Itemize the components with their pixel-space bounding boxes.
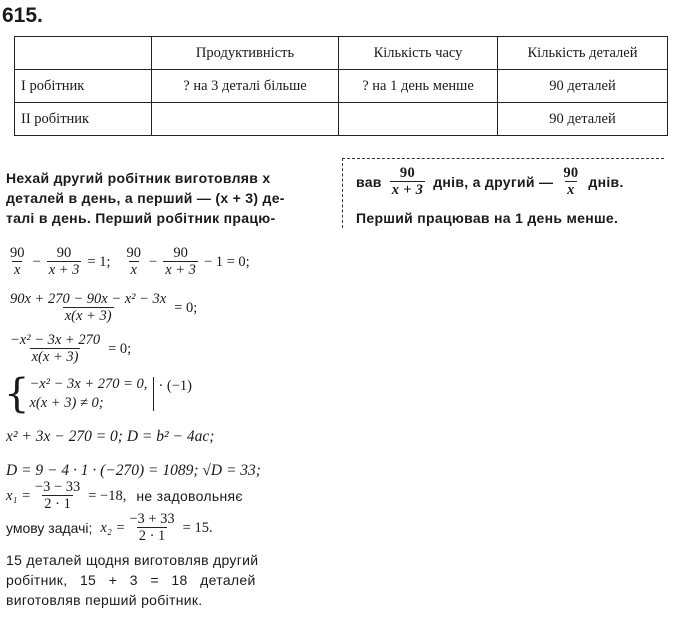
table-cell: 90 деталей xyxy=(498,103,668,136)
answer-line: виготовляв перший робітник. xyxy=(6,592,203,608)
right-text-part: днів. xyxy=(588,174,624,190)
answer-line: робітник, 15 + 3 = 18 деталей xyxy=(6,572,256,588)
fraction xyxy=(47,246,82,278)
equation-part: = 1; xyxy=(87,253,111,270)
fraction-denominator: 2 · 1 xyxy=(44,496,71,512)
fraction-numerator: 90 xyxy=(10,245,25,261)
equation-line: $\frac{90}{x}$ − $\frac{90}{x + 3}$ = 1; $\frac{90}{x}$ − $\frac{90}{x + 3}$ − 1 = 0; xyxy=(10,245,250,278)
fraction xyxy=(8,333,102,365)
system-line: x(x + 3) ≠ 0; xyxy=(29,395,104,411)
fraction-denominator: x(x + 3) xyxy=(64,308,112,324)
equation-part: = −18, xyxy=(88,487,127,504)
right-text-line xyxy=(356,166,624,198)
table-cell xyxy=(152,103,339,136)
column-divider xyxy=(342,158,343,228)
table-cell: ? на 3 деталі більше xyxy=(152,70,339,103)
table-cell: 90 деталей xyxy=(498,70,668,103)
table-header-cell: Продуктивність xyxy=(152,37,339,70)
fraction-numerator: 90 xyxy=(563,165,579,181)
equation-part: x₂ = xyxy=(100,519,126,536)
fraction-denominator: x + 3 xyxy=(165,262,196,278)
table-header-cell: Кількість часу xyxy=(339,37,498,70)
table-cell xyxy=(339,103,498,136)
fraction-denominator: x + 3 xyxy=(48,262,80,278)
fraction-numerator: 90 xyxy=(399,165,416,181)
fraction-numerator: 90 xyxy=(173,245,188,261)
equation-part: − 1 = 0; xyxy=(203,253,250,270)
equation-line xyxy=(6,480,243,512)
intro-line: деталей в день, а перший — (x + 3) де- xyxy=(6,190,285,206)
data-table xyxy=(14,36,668,136)
right-text-line: Перший працював на 1 день менше. xyxy=(356,210,619,226)
table-header-cell: Кількість деталей xyxy=(498,37,668,70)
intro-line: Нехай другий робітник виготовляв x xyxy=(6,170,271,186)
fraction xyxy=(561,166,580,198)
right-text-part: вав xyxy=(356,174,382,190)
equation-part: x₁ = xyxy=(6,487,31,504)
problem-number: 615. xyxy=(2,4,43,27)
table-header-cell xyxy=(15,37,152,70)
fraction xyxy=(127,512,176,544)
equation-system xyxy=(4,371,192,417)
right-text-part: днів, а другий — xyxy=(433,174,554,190)
fraction xyxy=(163,246,198,278)
fraction xyxy=(33,480,82,512)
fraction-denominator: x(x + 3) xyxy=(31,349,79,365)
fraction-numerator: 90 xyxy=(126,245,142,261)
system-line: −x² − 3x + 270 = 0, xyxy=(29,376,148,392)
fraction-numerator: −3 − 33 xyxy=(34,479,81,495)
fraction-numerator: −3 + 33 xyxy=(129,511,175,527)
table-cell: I робітник xyxy=(15,70,152,103)
equation-line xyxy=(6,512,213,544)
equation-part: = 0; xyxy=(108,340,132,357)
brace-symbol: { xyxy=(4,371,30,417)
equation-part: = 0; xyxy=(174,299,198,316)
equation-line: x² + 3x − 270 = 0; D = b² − 4ac; xyxy=(6,428,215,445)
equation-part: = 15. xyxy=(182,519,213,536)
fraction-numerator: 90 xyxy=(56,245,72,261)
column-divider-top xyxy=(342,158,664,159)
fraction-denominator: x + 3 xyxy=(391,182,424,198)
fraction-denominator: 2 · 1 xyxy=(138,528,166,544)
table-cell: ? на 1 день менше xyxy=(339,70,498,103)
divider-bar xyxy=(153,377,154,411)
equation-note: умову задачі; xyxy=(6,520,93,536)
fraction xyxy=(8,292,168,324)
intro-line: талі в день. Перший робітник працю- xyxy=(6,210,276,226)
equation-line xyxy=(6,292,197,324)
equation-line xyxy=(6,333,131,365)
fraction-numerator: −x² − 3x + 270 xyxy=(10,332,101,348)
system-multiplier: · (−1) xyxy=(158,377,192,394)
table-header-row xyxy=(15,37,668,70)
fraction xyxy=(390,166,426,198)
fraction-denominator: x xyxy=(567,182,575,198)
answer-line: 15 деталей щодня виготовляв другий xyxy=(6,552,259,568)
table-row xyxy=(15,103,668,136)
fraction xyxy=(8,246,27,278)
fraction xyxy=(125,246,144,278)
table-row xyxy=(15,70,668,103)
fraction-numerator: 90x + 270 − 90x − x² − 3x xyxy=(10,291,167,307)
fraction-denominator: x xyxy=(14,262,21,278)
fraction-denominator: x xyxy=(130,262,137,278)
table-cell: II робітник xyxy=(15,103,152,136)
equation-line: D = 9 − 4 · 1 · (−270) = 1089; √D = 33; xyxy=(6,462,261,479)
equation-note: не задовольняє xyxy=(136,488,243,504)
